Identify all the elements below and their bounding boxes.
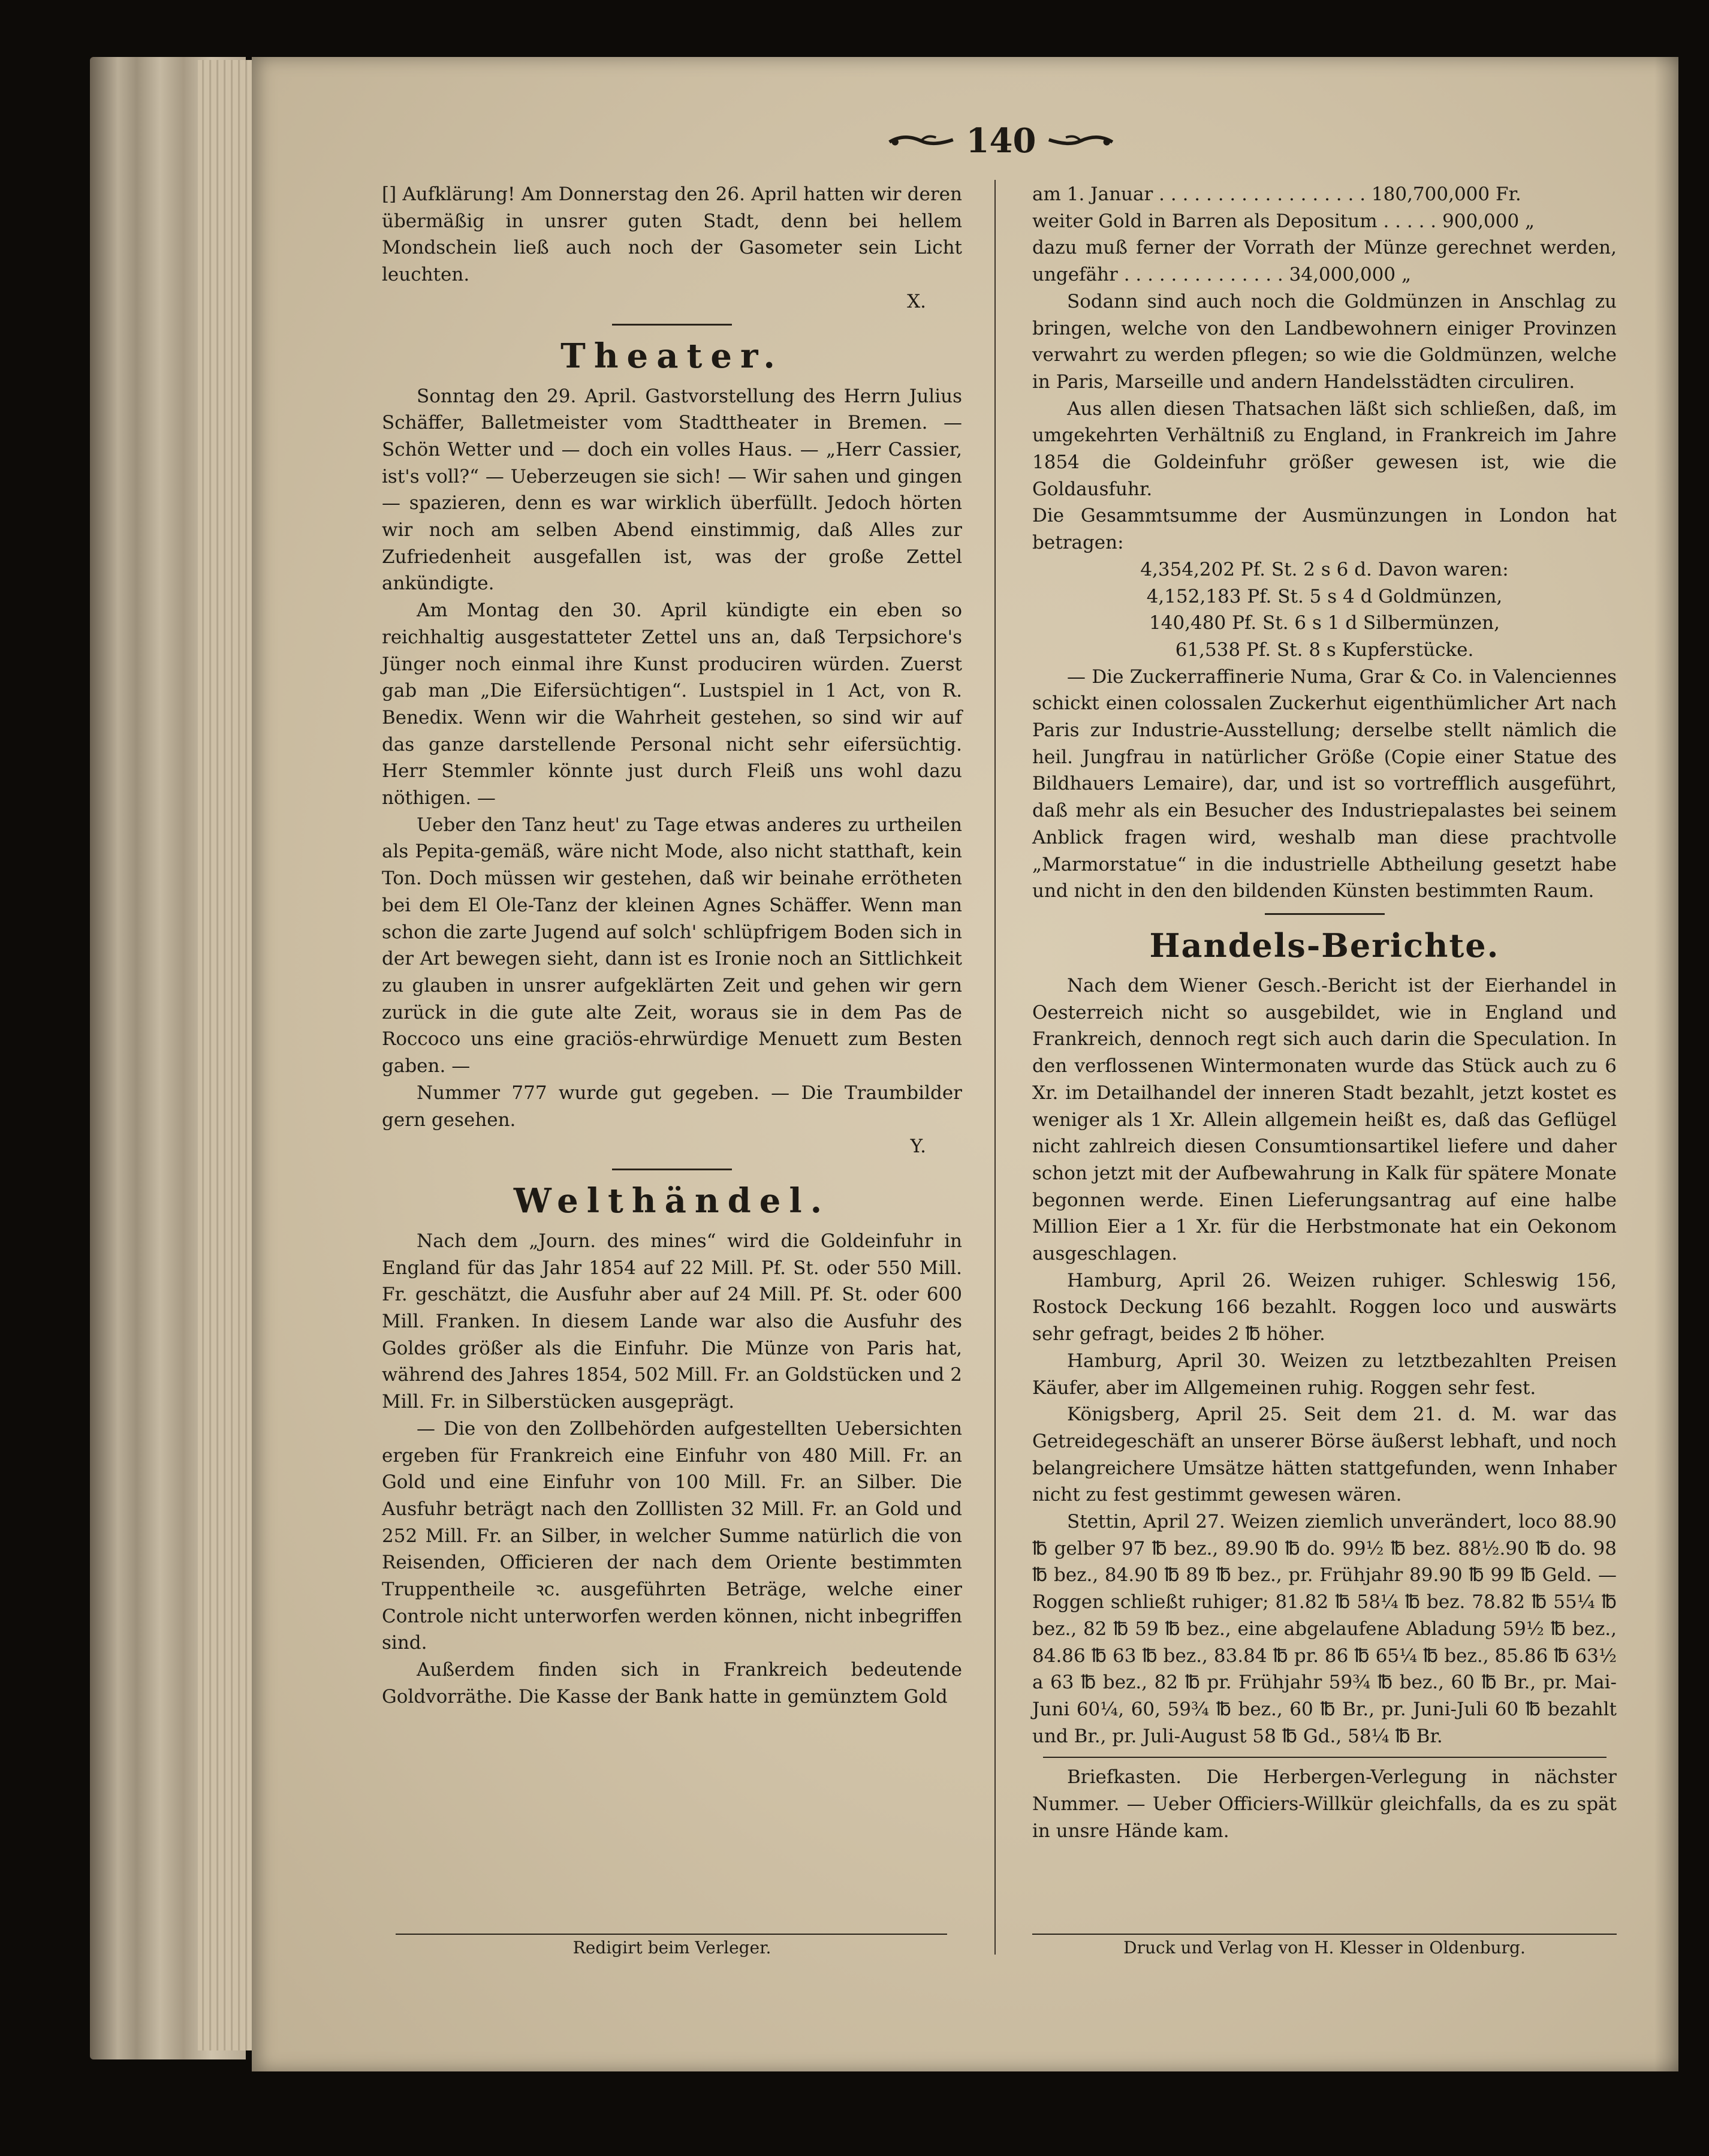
article-monday: Am Montag den 30. April kündigte ein eben so reichhaltig ausgestatteter Zettel uns an, daß Terpsichore's Jünger noch einmal ihre Kunst produciren würden. Zuerst gab man „Die Eifersüchtigen“. Lustspiel in 1 Act, von R. Benedix. Wenn wir die Wahrheit gestehen, so sind wir auf das ganze darstellende Personal nicht sehr eifersüchtig. Herr Stemmler könnte just durch Fleiß uns wohl dazu nöthigen. — [382, 600, 962, 809]
heading-welthaendel: Welthändel. [513, 1181, 831, 1221]
ledger-line: am 1. Januar . . . . . . . . . . . . . . . . . . 180,700,000 Fr. [1032, 183, 1521, 205]
article-zollbehoerden: — Die von den Zollbehörden aufgestellten Uebersichten ergeben für Frankreich eine Einfuhr von 480 Mill. Fr. an Gold und eine Einfuhr von 100 Mill. Fr. an Silber. Die Ausfuhr beträgt nach den Zolllisten 32 Mill. Fr. an Gold und 252 Mill. Fr. an Silber, in welcher Summe natürlich die von Reisenden, Officieren der nach dem Oriente bestimmten Truppentheile ꝛc. ausgeführten Beträge, welche einer Controle nicht unterworfen werden können, nicht inbegriffen sind. [382, 1417, 962, 1654]
footer-printer: Druck und Verlag von H. Klesser in Oldenburg. [1123, 1938, 1526, 1958]
column-divider [994, 180, 996, 1955]
ledger-line: weiter Gold in Barren als Depositum . . . . . 900,000 „ [1032, 210, 1535, 232]
mint-line: 61,538 Pf. St. 8 s Kupferstücke. [1175, 639, 1474, 661]
signature-x: X. [907, 290, 926, 312]
report-stettin: Stettin, April 27. Weizen ziemlich unverändert, loco 88.90 ℔ gelber 97 ℔ bez., 89.90 ℔ do. 99½ ℔ bez. 88½.90 ℔ do. 98 ℔ bez., 84.90 ℔ 89 ℔ bez., pr. Frühjahr 89.90 ℔ 99 ℔ Geld. — Roggen schließt ruhiger; 81.82 ℔ 58¼ ℔ bez. 78.82 ℔ 55¼ ℔ bez., 82 ℔ 59 ℔ bez., eine abgelaufene Abladung 59½ ℔ bez., 84.86 ℔ 63 ℔ bez., 83.84 ℔ pr. 86 ℔ 65¼ ℔ bez., 85.86 ℔ 63½ a 63 ℔ bez., 82 ℔ pr. Frühjahr 59¾ ℔ bez., 60 ℔ Br., pr. Mai-Juni 60¼, 60, 59¾ ℔ bez., 60 ℔ Br., pr. Juni-Juli 60 ℔ bezahlt und Br., pr. Juli-August 58 ℔ Gd., 58¼ ℔ Br. [1032, 1511, 1617, 1747]
left-ornament-icon [887, 130, 956, 152]
page-header [887, 120, 1115, 162]
page-number: 140 [966, 121, 1036, 161]
report-hamburg-30: Hamburg, April 30. Weizen zu letztbezahlten Preisen Käufer, aber im Allgemeinen ruhig. Roggen sehr fest. [1032, 1350, 1617, 1399]
footer-rule-left [396, 1934, 947, 1935]
section-rule [612, 1169, 732, 1170]
article-dance: Ueber den Tanz heut' zu Tage etwas anderes zu urtheilen als Pepita-gemäß, wäre nicht Mode, also nicht statthaft, kein Ton. Doch müssen wir gestehen, daß wir beinahe errötheten bei dem El Ole-Tanz der kleinen Agnes Schäffer. Wenn man schon die zarte Jugend auf solch' schlüpfrigem Boden sich in der Art bewegen sieht, dann ist es Ironie noch an Sittlichkeit zu glauben in unsrer aufgeklärten Zeit und gehen wir gern zurück in die gute alte Zeit, woraus sie in dem Pas de Roccoco uns eine graciös-ehrwürdige Menuett zum Besten gaben. — [382, 814, 962, 1077]
right-ornament-icon [1047, 130, 1115, 152]
article-goldvorraethe: Außerdem finden sich in Frankreich bedeutende Goldvorräthe. Die Kasse der Bank hatte in gemünztem Gold [382, 1659, 962, 1708]
article-goldmuenzen: Sodann sind auch noch die Goldmünzen in Anschlag zu bringen, welche von den Landbewohnern einiger Provinzen verwahrt zu werden pflegen; so wie die Goldmünzen, welche in Paris, Marseille und andern Handelsstädten circuliren. [1032, 290, 1617, 393]
heading-handels-berichte: Handels-Berichte. [1149, 926, 1500, 965]
section-rule [612, 324, 732, 326]
section-rule [1265, 913, 1385, 915]
mint-line: 4,354,202 Pf. St. 2 s 6 d. Davon waren: [1140, 558, 1509, 580]
left-column [382, 181, 962, 1711]
report-koenigsberg: Königsberg, April 25. Seit dem 21. d. M. war das Getreidegeschäft an unserer Börse äußerst lebhaft, und noch belangreichere Umsätze hätten stattgefunden, wenn Inhaber nicht zu fest gestimmt gewesen wären. [1032, 1404, 1617, 1506]
article-eierhandel: Nach dem Wiener Gesch.-Bericht ist der Eierhandel in Oesterreich nicht so ausgebildet, wie in England und Frankreich, dennoch regt sich auch darin die Speculation. In den verflossenen Wintermonaten wurde das Stück auch zu 6 Xr. im Detailhandel der inneren Stadt bezahlt, jetzt kostet es weniger als 1 Xr. Allein allgemein heißt es, daß das Geflügel nicht zahlreich diesen Consumtionsartikel liefere und daher schon jetzt mit der Aufbewahrung in Kalk für spätere Monate begonnen werde. Einen Lieferungsantrag auf eine halbe Million Eier a 1 Xr. für die Herbstmonate hat ein Oekonom ausgeschlagen. [1032, 974, 1617, 1265]
article-aufklaerung: [] Aufklärung! Am Donnerstag den 26. April hatten wir deren übermäßig in unsrer guten Stadt, denn bei hellem Mondschein ließ auch noch der Gasometer sein Licht leuchten. [382, 183, 962, 286]
mint-total-line: Die Gesammtsumme der Ausmünzungen in London hat betragen: [1032, 505, 1617, 554]
mint-line: 4,152,183 Pf. St. 5 s 4 d Goldmünzen, [1146, 585, 1503, 607]
article-thatsachen: Aus allen diesen Thatsachen läßt sich schließen, daß, im umgekehrten Verhältniß zu England, in Frankreich im Jahre 1854 die Goldeinfuhr größer gewesen ist, wie die Goldausfuhr. [1032, 398, 1617, 500]
right-column [1032, 181, 1617, 1844]
section-rule [1043, 1757, 1606, 1758]
ledger-line: dazu muß ferner der Vorrath der Münze gerechnet werden, ungefähr . . . . . . . . . . . . . . 34,000,000 „ [1032, 237, 1617, 286]
article-sunday: Sonntag den 29. April. Gastvorstellung des Herrn Julius Schäffer, Balletmeister vom Stadttheater in Bremen. — Schön Wetter und — doch ein volles Haus. — „Herr Cassier, ist's voll?“ — Ueberzeugen sie sich! — Wir sahen und gingen — spazieren, denn es war wirklich überfüllt. Jedoch hörten wir noch am selben Abend einstimmig, daß Alles zur Zufriedenheit ausgefallen ist, was der große Zettel ankündigte. [382, 385, 962, 595]
footer-editor: Redigirt beim Verleger. [572, 1938, 771, 1958]
heading-theater: Theater. [560, 336, 783, 376]
mint-line: 140,480 Pf. St. 6 s 1 d Silbermünzen, [1149, 612, 1500, 634]
footer-rule-right [1032, 1934, 1617, 1935]
article-gold-england: Nach dem „Journ. des mines“ wird die Goldeinfuhr in England für das Jahr 1854 auf 22 Mill. Pf. St. oder 550 Mill. Fr. geschätzt, die Ausfuhr aber auf 24 Mill. Pf. St. oder 600 Mill. Franken. In diesem Lande war also die Ausfuhr des Goldes größer als die Einfuhr. Die Münze von Paris hat, während des Jahres 1854, 502 Mill. Fr. an Goldstücken und 2 Mill. Fr. in Silberstücken ausgeprägt. [382, 1230, 962, 1413]
briefkasten: Briefkasten. Die Herbergen-Verlegung in nächster Nummer. — Ueber Officiers-Willkür gleichfalls, da es zu spät in unsre Hände kam. [1032, 1766, 1617, 1842]
article-nummer-777: Nummer 777 wurde gut gegeben. — Die Traumbilder gern gesehen. [382, 1082, 962, 1131]
signature-y: Y. [910, 1136, 926, 1158]
report-hamburg-26: Hamburg, April 26. Weizen ruhiger. Schleswig 156, Rostock Deckung 166 bezahlt. Roggen loco und auswärts sehr gefragt, beides 2 ℔ höher. [1032, 1269, 1617, 1345]
article-zuckerhut: — Die Zuckerraffinerie Numa, Grar & Co. in Valenciennes schickt einen colossalen Zuckerhut eigenthümlicher Art nach Paris zur Industrie-Ausstellung; derselbe stellt nämlich die heil. Jungfrau in natürlicher Größe (Copie einer Statue des Bildhauers Lemaire), dar, und ist so vortrefflich ausgeführt, daß mehr als ein Besucher des Industriepalastes bei seinem Anblick fragen wird, weshalb man diese prachtvolle „Marmorstatue“ in die industrielle Abtheilung gesetzt habe und nicht in den den bildenden Künsten bestimmten Raum. [1032, 666, 1617, 902]
page-gutter-shadow [1654, 57, 1678, 2071]
